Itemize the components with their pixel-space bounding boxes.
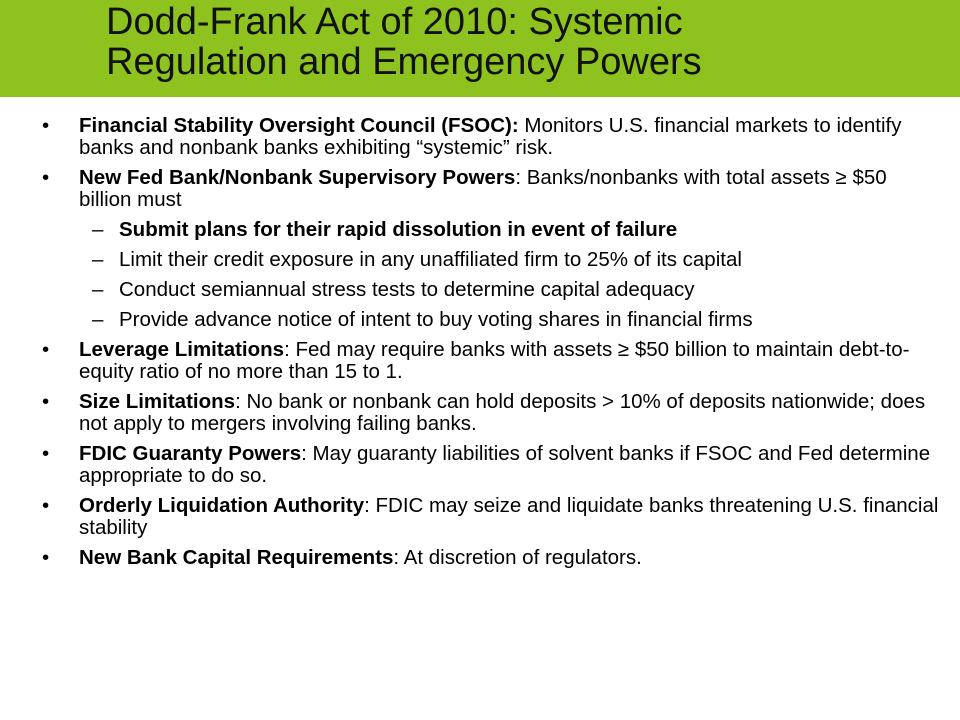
sub-item-text: Provide advance notice of intent to buy voting shares in financial firms [119,308,753,331]
bullet-icon: • [42,442,50,465]
bullet-fsoc [0,115,960,159]
bullet-text: : Banks/nonbanks with total assets ≥ $50 billion must [79,166,887,211]
slide-title-line-2: Regulation and Emergency Powers [106,41,702,83]
bullet-leverage-limitations [0,339,960,383]
bullet-term: Size Limitations [79,390,236,413]
bullet-size-limitations [0,391,960,435]
bullet-icon: • [42,390,50,413]
sub-item-text: Submit plans for their rapid dissolution in event of failure [119,218,678,241]
bullet-term: Orderly Liquidation Authority [79,494,365,517]
bullet-icon: • [42,338,50,361]
slide-title-line-1: Dodd-Frank Act of 2010: Systemic [106,1,683,43]
bullet-text: : No bank or nonbank can hold deposits > 10% of deposits nationwide; does not apply to mergers involving failing banks. [79,390,926,435]
bullet-text: : Fed may require banks with assets ≥ $50 billion to maintain debt-to-equity ratio of no more than 15 to 1. [79,338,910,383]
bullet-capital-requirements [0,547,960,569]
bullet-fdic-guaranty [0,443,960,487]
dash-icon: – [92,248,104,271]
sub-item-dissolution-plans [0,219,960,241]
sub-item-text: Conduct semiannual stress tests to determine capital adequacy [119,278,695,301]
bullet-text: : FDIC may seize and liquidate banks threatening U.S. financial stability [79,494,939,539]
bullet-text: : At discretion of regulators. [393,546,642,569]
bullet-text: : May guaranty liabilities of solvent banks if FSOC and Fed determine appropriate to do so. [79,442,931,487]
dash-icon: – [92,308,104,331]
sub-item-credit-exposure [0,249,960,271]
dash-icon: – [92,278,104,301]
bullet-orderly-liquidation [0,495,960,539]
slide-title [106,2,956,82]
bullet-text: Monitors U.S. financial markets to identify banks and nonbank banks exhibiting “systemic” risk. [79,114,902,159]
sub-item-text: Limit their credit exposure in any unaffiliated firm to 25% of its capital [119,248,742,271]
bullet-icon: • [42,546,50,569]
bullet-term: FDIC Guaranty Powers [79,442,302,465]
bullet-icon: • [42,494,50,517]
slide-body [0,115,960,577]
sub-item-stress-tests [0,279,960,301]
bullet-term: New Fed Bank/Nonbank Supervisory Powers [79,166,516,189]
bullet-term: Financial Stability Oversight Council (FSOC): [79,114,519,137]
dash-icon: – [92,218,104,241]
title-bar [0,0,960,97]
bullet-term: Leverage Limitations [79,338,285,361]
bullet-icon: • [42,166,50,189]
bullet-term: New Bank Capital Requirements [79,546,394,569]
bullet-icon: • [42,114,50,137]
bullet-supervisory-powers [0,167,960,211]
sub-item-advance-notice [0,309,960,331]
